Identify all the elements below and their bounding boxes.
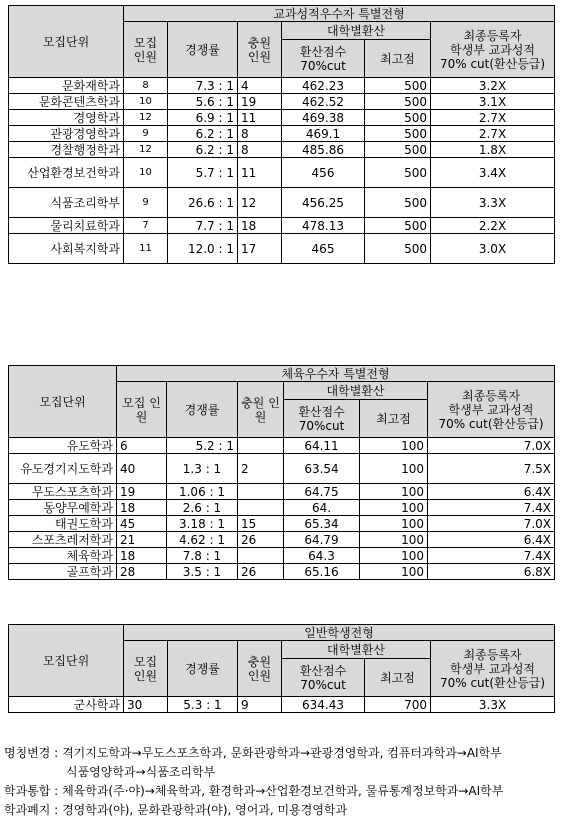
table-academic-excellence: [8, 5, 555, 264]
header-final: [431, 22, 555, 78]
cell-final: 2.7X: [431, 110, 555, 126]
header-max: 최고점: [365, 659, 431, 697]
cell-unit: 무도스포츠학과: [9, 484, 117, 500]
cell-unit: 골프학과: [9, 564, 117, 580]
table-row: [9, 454, 555, 484]
cell-waitlist: 2: [238, 454, 284, 484]
header-student-grade: 학생부 교과성적: [448, 402, 534, 417]
cell-waitlist: 15: [238, 516, 284, 532]
cell-waitlist: 26: [238, 532, 284, 548]
header-final-label: 최종등록자: [462, 388, 520, 403]
cell-final: 6.8X: [428, 564, 555, 580]
cell-score: 64.3: [284, 548, 360, 564]
notes-section: [4, 744, 556, 820]
cell-quota: 10: [124, 158, 168, 188]
table-row: [9, 564, 555, 580]
cell-unit: 산업환경보건학과: [9, 158, 124, 188]
cell-quota: 19: [117, 484, 167, 500]
table-body: [9, 697, 555, 713]
note-rename-text2: 식품영양학과→식품조리학부: [66, 765, 216, 779]
note-rename-label: 명칭변경 :: [4, 746, 59, 760]
header-score: 환산점수 70%cut: [282, 659, 365, 697]
cell-final: 3.4X: [431, 158, 555, 188]
cell-unit: 식품조리학부: [9, 188, 124, 218]
cell-max: 500: [365, 126, 431, 142]
cell-max: 500: [365, 234, 431, 264]
note-rename-cont: [4, 763, 556, 782]
cell-max: 500: [365, 218, 431, 234]
cell-waitlist: 17: [238, 234, 282, 264]
header-max: 최고점: [365, 40, 431, 78]
cell-final: 2.2X: [431, 218, 555, 234]
table-row: [9, 532, 555, 548]
header-waitlist: 충원 인원: [238, 641, 282, 697]
cell-waitlist: 11: [238, 110, 282, 126]
header-final: [431, 641, 555, 697]
cell-competition: 7.8 : 1: [167, 548, 238, 564]
cell-competition: 7.3 : 1: [168, 78, 238, 94]
header-final: [428, 382, 555, 438]
table-title: 일반학생전형: [124, 625, 555, 641]
cell-max: 100: [360, 548, 428, 564]
cell-max: 700: [365, 697, 431, 713]
cell-max: 500: [365, 78, 431, 94]
table-row: [9, 158, 555, 188]
cell-quota: 9: [124, 126, 168, 142]
cell-final: 7.0X: [428, 438, 555, 454]
table-row: [9, 126, 555, 142]
cell-waitlist: 4: [238, 78, 282, 94]
cell-competition: 2.6 : 1: [167, 500, 238, 516]
cell-competition: 6.2 : 1: [168, 142, 238, 158]
cell-score: 456.25: [282, 188, 365, 218]
cell-max: 500: [365, 94, 431, 110]
cell-final: 7.4X: [428, 500, 555, 516]
cell-waitlist: [238, 548, 284, 564]
cell-waitlist: 11: [238, 158, 282, 188]
cell-final: 7.0X: [428, 516, 555, 532]
table-row: [9, 188, 555, 218]
cell-final: 3.1X: [431, 94, 555, 110]
table-sports-excellence: [8, 365, 555, 580]
cell-max: 500: [365, 110, 431, 126]
cell-waitlist: [238, 500, 284, 516]
note-rename: [4, 744, 556, 763]
note-merge: [4, 782, 556, 801]
header-conversion: 대학별환산: [282, 641, 431, 659]
cell-final: 3.2X: [431, 78, 555, 94]
cell-max: 100: [360, 564, 428, 580]
cell-unit: 경영학과: [9, 110, 124, 126]
header-waitlist: 충원 인원: [238, 22, 282, 78]
header-conversion: 대학별환산: [282, 22, 431, 40]
cell-score: 462.23: [282, 78, 365, 94]
cell-score: 465: [282, 234, 365, 264]
cell-waitlist: [238, 484, 284, 500]
cell-score: 64.75: [284, 484, 360, 500]
cell-score: 64.: [284, 500, 360, 516]
cell-final: 2.7X: [431, 126, 555, 142]
cell-quota: 10: [124, 94, 168, 110]
cell-competition: 26.6 : 1: [168, 188, 238, 218]
note-abolish: [4, 801, 556, 820]
table-row: [9, 218, 555, 234]
cell-final: 3.0X: [431, 234, 555, 264]
cell-competition: 4.62 : 1: [167, 532, 238, 548]
cell-quota: 21: [117, 532, 167, 548]
cell-competition: 5.7 : 1: [168, 158, 238, 188]
cell-quota: 8: [124, 78, 168, 94]
cell-competition: 1.06 : 1: [167, 484, 238, 500]
cell-unit: 태권도학과: [9, 516, 117, 532]
cell-competition: 3.18 : 1: [167, 516, 238, 532]
header-cut: 70% cut(환산등급): [439, 56, 546, 71]
cell-waitlist: 9: [238, 697, 282, 713]
cell-final: 7.4X: [428, 548, 555, 564]
cell-score: 64.11: [284, 438, 360, 454]
table-body: [9, 438, 555, 580]
cell-unit: 문화콘텐츠학과: [9, 94, 124, 110]
cell-max: 100: [360, 484, 428, 500]
cell-unit: 동양무예학과: [9, 500, 117, 516]
cell-waitlist: 18: [238, 218, 282, 234]
table-row: [9, 484, 555, 500]
table-row: [9, 548, 555, 564]
cell-unit: 군사학과: [9, 697, 124, 713]
cell-score: 469.38: [282, 110, 365, 126]
header-quota: 모집 인원: [124, 22, 168, 78]
header-cut: 70% cut(환산등급): [438, 416, 544, 431]
header-max: 최고점: [360, 400, 428, 438]
header-student-grade: 학생부 교과성적: [450, 661, 536, 676]
header-competition: 경쟁률: [167, 382, 238, 438]
cell-quota: 18: [117, 548, 167, 564]
header-score: 환산점수 70%cut: [282, 40, 365, 78]
table-row: [9, 78, 555, 94]
cell-unit: 사회복지학과: [9, 234, 124, 264]
cell-score: 478.13: [282, 218, 365, 234]
cell-unit: 스포츠레저학과: [9, 532, 117, 548]
cell-max: 100: [360, 532, 428, 548]
cell-competition: 7.7 : 1: [168, 218, 238, 234]
header-cut: 70% cut(환산등급): [439, 675, 546, 690]
header-unit: 모집단위: [9, 366, 117, 438]
cell-competition: 1.3 : 1: [167, 454, 238, 484]
header-final-label: 최종등록자: [463, 28, 522, 43]
cell-competition: 3.5 : 1: [167, 564, 238, 580]
cell-quota: 45: [117, 516, 167, 532]
note-abolish-label: 학과폐지 :: [4, 803, 59, 817]
cell-score: 65.16: [284, 564, 360, 580]
cell-quota: 28: [117, 564, 167, 580]
cell-unit: 문화재학과: [9, 78, 124, 94]
table-body: [9, 78, 555, 264]
cell-final: 6.4X: [428, 532, 555, 548]
cell-unit: 경찰행정학과: [9, 142, 124, 158]
cell-waitlist: 19: [238, 94, 282, 110]
header-unit: 모집단위: [9, 6, 124, 78]
cell-quota: 6: [117, 438, 167, 454]
cell-score: 63.54: [284, 454, 360, 484]
cell-quota: 12: [124, 142, 168, 158]
cell-competition: 5.6 : 1: [168, 94, 238, 110]
table-row: [9, 438, 555, 454]
table-title: 교과성적우수자 특별전형: [124, 6, 555, 22]
cell-waitlist: 8: [238, 142, 282, 158]
table-row: [9, 516, 555, 532]
header-competition: 경쟁률: [168, 641, 238, 697]
header-score: 환산점수 70%cut: [284, 400, 360, 438]
cell-waitlist: [238, 438, 284, 454]
cell-final: 6.4X: [428, 484, 555, 500]
cell-quota: 7: [124, 218, 168, 234]
cell-quota: 9: [124, 188, 168, 218]
cell-max: 100: [360, 454, 428, 484]
cell-waitlist: 26: [238, 564, 284, 580]
cell-waitlist: 12: [238, 188, 282, 218]
header-competition: 경쟁률: [168, 22, 238, 78]
header-unit: 모집단위: [9, 625, 124, 697]
table-general-admission: [8, 624, 555, 713]
header-final-label: 최종등록자: [463, 647, 522, 662]
header-waitlist: 충원 인원: [238, 382, 284, 438]
cell-max: 500: [365, 142, 431, 158]
header-quota: 모집 인원: [117, 382, 167, 438]
cell-max: 500: [365, 158, 431, 188]
table-title: 체육우수자 특별전형: [117, 366, 555, 382]
cell-final: 3.3X: [431, 697, 555, 713]
cell-unit: 유도학과: [9, 438, 117, 454]
cell-competition: 6.2 : 1: [168, 126, 238, 142]
table-row: [9, 697, 555, 713]
cell-score: 485.86: [282, 142, 365, 158]
cell-quota: 30: [124, 697, 168, 713]
cell-quota: 11: [124, 234, 168, 264]
cell-quota: 40: [117, 454, 167, 484]
cell-unit: 체육학과: [9, 548, 117, 564]
cell-competition: 5.3 : 1: [168, 697, 238, 713]
table-row: [9, 500, 555, 516]
cell-score: 64.79: [284, 532, 360, 548]
header-conversion: 대학별환산: [284, 382, 428, 400]
note-merge-label: 학과통합 :: [4, 784, 59, 798]
cell-score: 462.52: [282, 94, 365, 110]
cell-competition: 5.2 : 1: [167, 438, 238, 454]
note-abolish-text: 경영학과(야), 문화관광학과(야), 영어과, 미용경영학과: [62, 803, 348, 817]
cell-max: 100: [360, 516, 428, 532]
cell-quota: 18: [117, 500, 167, 516]
cell-final: 7.5X: [428, 454, 555, 484]
table-row: [9, 142, 555, 158]
cell-quota: 12: [124, 110, 168, 126]
cell-max: 100: [360, 438, 428, 454]
cell-unit: 관광경영학과: [9, 126, 124, 142]
note-rename-text: 격기지도학과→무도스포츠학과, 문화관광학과→관광경영학과, 컴퓨터과학과→AI학부: [62, 746, 502, 760]
cell-score: 634.43: [282, 697, 365, 713]
cell-waitlist: 8: [238, 126, 282, 142]
cell-final: 3.3X: [431, 188, 555, 218]
cell-competition: 6.9 : 1: [168, 110, 238, 126]
note-merge-text: 체육학과(주·야)→체육학과, 환경학과→산업환경보건학과, 물류통계정보학과→AI학부: [62, 784, 504, 798]
cell-final: 1.8X: [431, 142, 555, 158]
cell-competition: 12.0 : 1: [168, 234, 238, 264]
cell-score: 65.34: [284, 516, 360, 532]
header-student-grade: 학생부 교과성적: [450, 42, 535, 57]
table-row: [9, 234, 555, 264]
cell-unit: 물리치료학과: [9, 218, 124, 234]
cell-max: 500: [365, 188, 431, 218]
table-row: [9, 94, 555, 110]
cell-max: 100: [360, 500, 428, 516]
header-quota: 모집 인원: [124, 641, 168, 697]
cell-score: 456: [282, 158, 365, 188]
table-row: [9, 110, 555, 126]
cell-unit: 유도경기지도학과: [9, 454, 117, 484]
cell-score: 469.1: [282, 126, 365, 142]
